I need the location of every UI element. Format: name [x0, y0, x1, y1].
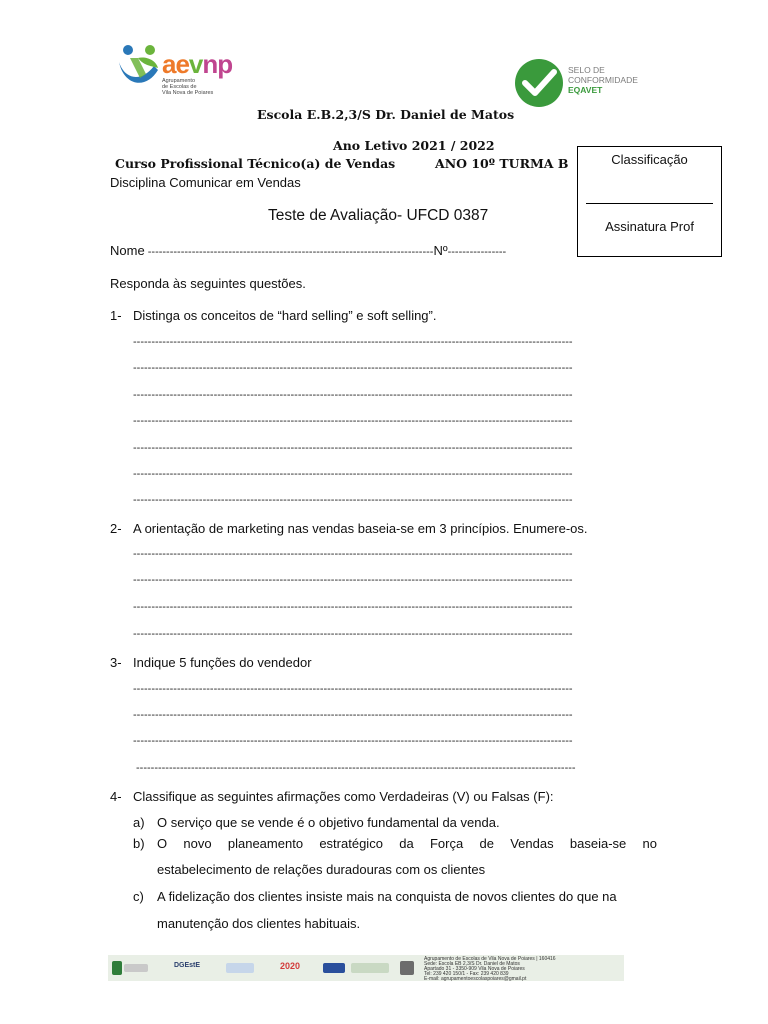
footer-address-2: Sede: Escola EB 2,3/S Dr. Daniel de Matos — [424, 961, 520, 967]
logo-letters-ae: ae — [162, 49, 189, 79]
logo-letter-v: v — [188, 49, 203, 79]
school-year: Ano Letivo 2021 / 2022 — [333, 138, 495, 153]
question-3-text: Indique 5 funções do vendedor — [133, 655, 312, 670]
seal-line-1: SELO DE — [568, 65, 605, 75]
statement-b-letter: b) — [133, 836, 145, 851]
statement-b-line-2: estabelecimento de relações duradouras com os clientes — [157, 862, 486, 877]
question-1-number: 1- — [110, 308, 122, 323]
question-2-text: A orientação de marketing nas vendas baseia-se em 3 princípios. Enumere-os. — [133, 521, 588, 536]
qr-code-icon — [400, 961, 414, 975]
answer-line: ------------------------------------------------------------------------------------------------------------------------ — [133, 442, 573, 454]
answer-line: ------------------------------------------------------------------------------------------------------------------------ — [133, 389, 573, 401]
partner-logo — [226, 963, 254, 973]
name-line: Nome ------------------------------------------------------------------------------Nº---------------- — [110, 243, 507, 258]
answer-line: ------------------------------------------------------------------------------------------------------------------------ — [136, 762, 576, 774]
logo-caption-1: Agrupamento — [162, 78, 196, 84]
partner-logo — [351, 963, 389, 973]
answer-line: ------------------------------------------------------------------------------------------------------------------------ — [133, 336, 573, 348]
seal-line-3: EQAVET — [568, 85, 603, 95]
answer-line: ------------------------------------------------------------------------------------------------------------------------ — [133, 709, 573, 721]
answer-line: ------------------------------------------------------------------------------------------------------------------------ — [133, 468, 573, 480]
eu-flag-icon — [323, 963, 345, 973]
statement-a-letter: a) — [133, 815, 145, 830]
seal-line-2: CONFORMIDADE — [568, 75, 638, 85]
eqavet-seal — [514, 58, 662, 112]
footer-address-5: E-mail: agrupamentoescolaspoiares@gmail.pt — [424, 976, 527, 982]
classification-grade-line — [586, 203, 713, 204]
question-2-number: 2- — [110, 521, 122, 536]
school-name: Escola E.B.2,3/S Dr. Daniel de Matos — [257, 107, 515, 122]
question-3-number: 3- — [110, 655, 122, 670]
statement-a-text: O serviço que se vende é o objetivo fundamental da venda. — [157, 815, 500, 830]
classification-label: Classificação — [611, 152, 688, 167]
checkmark-seal-icon — [514, 58, 564, 108]
aevnp-logo — [116, 44, 236, 102]
answer-line: ------------------------------------------------------------------------------------------------------------------------ — [133, 415, 573, 427]
footer-address-4: Tel: 239 420 150/1 - Fax: 239 420 839 — [424, 971, 509, 977]
logo-caption-3: Vila Nova de Poiares — [162, 90, 214, 96]
statement-c-line-2: manutenção dos clientes habituais. — [157, 916, 361, 931]
republica-logo — [124, 964, 148, 972]
answer-line: ------------------------------------------------------------------------------------------------------------------------ — [133, 548, 573, 560]
signature-label: Assinatura Prof — [605, 219, 694, 234]
answer-line: ------------------------------------------------------------------------------------------------------------------------ — [133, 628, 573, 640]
question-1-text: Distinga os conceitos de “hard selling” e soft selling”. — [133, 308, 437, 323]
answer-line: ------------------------------------------------------------------------------------------------------------------------ — [133, 735, 573, 747]
answer-line: ------------------------------------------------------------------------------------------------------------------------ — [133, 494, 573, 506]
statement-c-letter: c) — [133, 889, 144, 904]
number-label: Nº — [433, 243, 448, 258]
answer-line: ------------------------------------------------------------------------------------------------------------------------ — [133, 362, 573, 374]
footer-address-1: Agrupamento de Escolas de Vila Nova de Poiares | 160416 — [424, 956, 556, 962]
republica-flag-icon — [112, 961, 122, 975]
name-label: Nome — [110, 243, 145, 258]
logo-letters-np: np — [202, 49, 233, 79]
logo-caption-2: de Escolas de — [162, 84, 197, 90]
discipline: Disciplina Comunicar em Vendas — [110, 175, 301, 190]
year-class: ANO 10º TURMA B — [435, 156, 569, 171]
test-title: Teste de Avaliação- UFCD 0387 — [268, 207, 489, 224]
answer-line: ------------------------------------------------------------------------------------------------------------------------ — [133, 683, 573, 695]
answer-line: ------------------------------------------------------------------------------------------------------------------------ — [133, 574, 573, 586]
answer-line: ------------------------------------------------------------------------------------------------------------------------ — [133, 601, 573, 613]
course-name: Curso Profissional Técnico(a) de Vendas — [115, 156, 396, 171]
footer-address-3: Apartado 31 - 3350-909 Vila Nova de Poiares — [424, 966, 525, 972]
statement-c-line-1: A fidelização dos clientes insiste mais na conquista de novos clientes do que na — [157, 889, 617, 904]
classification-box — [577, 146, 722, 257]
portugal-2020-logo: 2020 — [280, 961, 301, 971]
footer-banner — [108, 955, 624, 981]
statement-b-line-1: O novo planeamento estratégico da Força de Vendas baseia-se no — [157, 836, 657, 851]
instructions: Responda às seguintes questões. — [110, 276, 306, 291]
question-4-number: 4- — [110, 789, 122, 804]
question-4-text: Classifique as seguintes afirmações como Verdadeiras (V) ou Falsas (F): — [133, 789, 554, 804]
dgeste-logo: DGEstE — [174, 962, 201, 969]
